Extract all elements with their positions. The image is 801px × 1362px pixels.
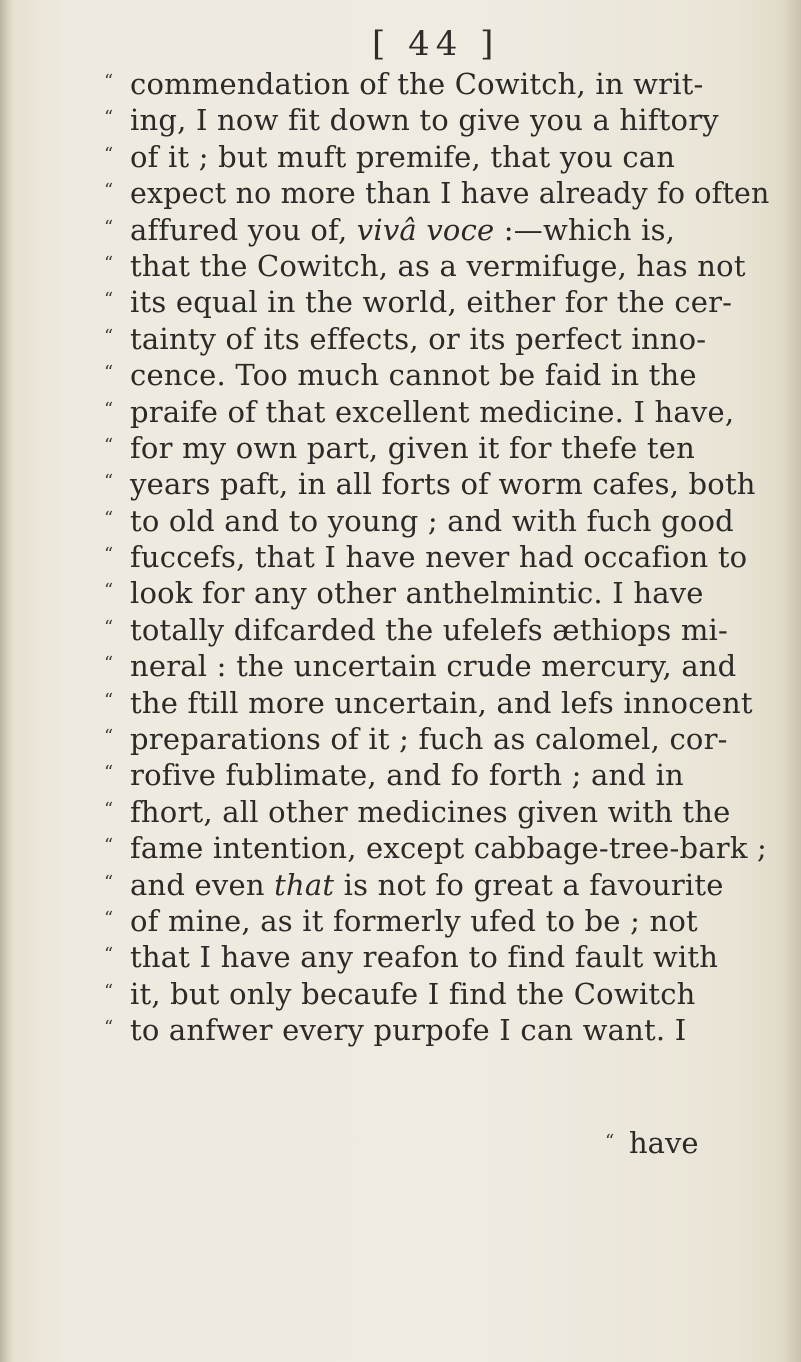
text-line	[104, 939, 770, 975]
quote-mark: “	[104, 434, 114, 456]
text-line	[104, 830, 770, 866]
quote-mark: “	[104, 762, 114, 784]
quote-mark: “	[104, 980, 114, 1002]
quote-mark: “	[104, 798, 114, 820]
text-line-content: fuccefs, that I have never had occafion to	[130, 540, 748, 575]
text-line-content: years paft, in all forts of worm cafes, both	[130, 467, 756, 502]
quote-mark: “	[104, 580, 114, 602]
quote-mark: “	[104, 252, 114, 274]
quote-mark: “	[605, 1131, 615, 1152]
text-line-content: preparations of it ; fuch as calomel, cor-	[130, 722, 728, 757]
text-line-content: to old and to young ; and with fuch good	[130, 503, 734, 538]
text-line	[104, 685, 770, 721]
text-line-content: rofive fublimate, and fo forth ; and in	[130, 758, 684, 793]
text-line	[104, 321, 770, 357]
text-line-content: and even that is not fo great a favourite	[130, 867, 724, 902]
quote-mark: “	[104, 471, 114, 493]
text-line-content: cence. Too much cannot be faid in the	[130, 358, 697, 393]
text-line-content: ing, I now fit down to give you a hiftory	[130, 103, 719, 138]
text-line	[104, 430, 770, 466]
text-line	[104, 66, 770, 102]
text-line-content: fame intention, except cabbage-tree-bark ;	[130, 831, 767, 866]
text-line	[104, 1012, 770, 1048]
text-line	[104, 867, 770, 903]
quote-mark: “	[104, 544, 114, 566]
quote-mark: “	[104, 1017, 114, 1039]
quote-mark: “	[104, 107, 114, 129]
text-line-content: neral : the uncertain crude mercury, and	[130, 649, 737, 684]
text-line-content: praife of that excellent medicine. I have,	[130, 394, 735, 429]
text-line	[104, 976, 770, 1012]
text-line-content: that I have any reafon to find fault with	[130, 940, 719, 975]
quote-mark: “	[104, 289, 114, 311]
text-line-content: expect no more than I have already fo often	[130, 176, 770, 211]
quote-mark: “	[104, 653, 114, 675]
text-line	[104, 357, 770, 393]
text-line-content: for my own part, given it for thefe ten	[130, 430, 695, 465]
text-line-content: it, but only becaufe I find the Cowitch	[130, 976, 696, 1011]
text-line	[104, 794, 770, 830]
text-line	[104, 503, 770, 539]
text-line-content: its equal in the world, either for the cer-	[130, 285, 733, 320]
quote-mark: “	[104, 325, 114, 347]
text-line	[104, 466, 770, 502]
text-line	[104, 575, 770, 611]
quote-mark: “	[104, 726, 114, 748]
quote-mark: “	[104, 907, 114, 929]
text-line	[104, 175, 770, 211]
quote-mark: “	[104, 143, 114, 165]
text-line-content: look for any other anthelmintic. I have	[130, 576, 704, 611]
text-line	[104, 248, 770, 284]
text-line	[104, 721, 770, 757]
text-line-content: the ftill more uncertain, and lefs innocent	[130, 685, 753, 720]
text-line	[104, 539, 770, 575]
text-line	[104, 212, 770, 248]
text-line	[104, 139, 770, 175]
quote-mark: “	[104, 507, 114, 529]
quote-mark: “	[104, 180, 114, 202]
text-line-content: fhort, all other medicines given with the	[130, 794, 731, 829]
quote-mark: “	[104, 944, 114, 966]
quote-mark: “	[104, 71, 114, 92]
body-text	[104, 66, 770, 1049]
page-number-header: [ 44 ]	[372, 24, 500, 64]
quote-mark: “	[104, 616, 114, 638]
text-line-content: affured you of, vivâ voce :—which is,	[130, 212, 676, 247]
text-line	[104, 648, 770, 684]
text-line-content: of mine, as it formerly ufed to be ; not	[130, 903, 698, 938]
quote-mark: “	[104, 362, 114, 384]
text-line-content: to anfwer every purpofe I can want. I	[130, 1013, 687, 1048]
quote-mark: “	[104, 398, 114, 420]
quote-mark: “	[104, 216, 114, 238]
text-line-content: totally difcarded the ufelefs æthiops mi-	[130, 612, 728, 647]
quote-mark: “	[104, 689, 114, 711]
text-line	[104, 757, 770, 793]
text-line	[104, 903, 770, 939]
text-line-content: commendation of the Cowitch, in writ-	[130, 67, 704, 101]
text-line	[104, 394, 770, 430]
catchword-text: have	[629, 1126, 699, 1160]
text-line-content: of it ; but muft premife, that you can	[130, 139, 676, 174]
text-line-content: that the Cowitch, as a vermifuge, has not	[130, 248, 746, 283]
text-line	[104, 612, 770, 648]
text-line	[104, 102, 770, 138]
page-edge-shadow	[783, 0, 801, 1362]
page-gutter-shadow	[0, 0, 14, 1362]
text-line-content: tainty of its effects, or its perfect inno-	[130, 321, 707, 356]
quote-mark: “	[104, 835, 114, 857]
text-line	[104, 284, 770, 320]
quote-mark: “	[104, 871, 114, 893]
catchword	[605, 1126, 699, 1160]
